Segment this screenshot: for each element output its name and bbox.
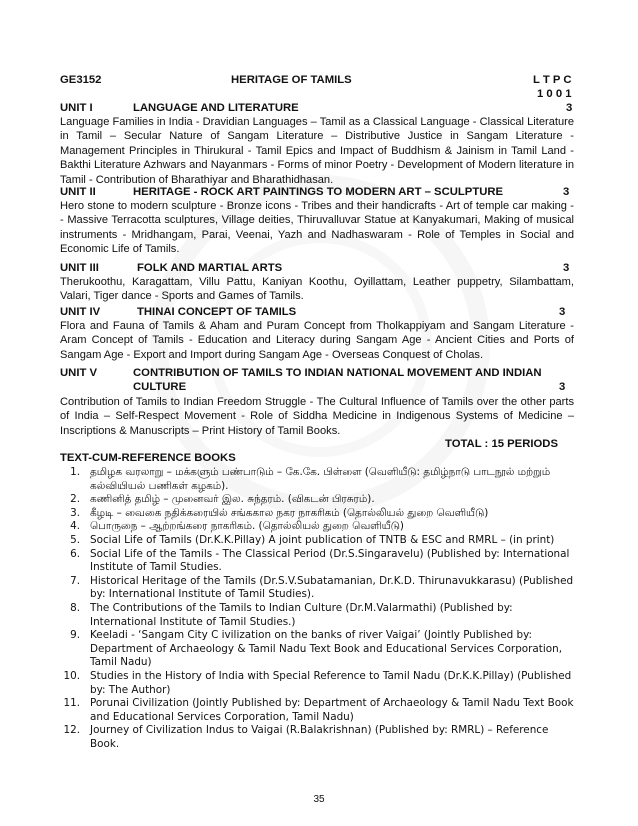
reference-text: கீழடி – வைகை நதிக்கரையில் சங்ககால நகர நாகரிகம் (தொல்லியல் துறை வெளியீடு)	[90, 506, 489, 519]
reference-item	[60, 493, 578, 507]
ltpc-values: 1 0 0 1	[537, 88, 572, 100]
ltpc-label: L T P C	[533, 74, 572, 86]
page-number: 35	[313, 794, 325, 805]
unit-1-title: LANGUAGE AND LITERATURE	[133, 102, 299, 114]
reference-item	[60, 466, 578, 493]
unit-4-title: THINAI CONCEPT OF TAMILS	[137, 306, 297, 318]
reference-text: Keeladi - ‘Sangam City C ivilization on the banks of river Vaigai’ (Jointly Published by: Department of Archaeology & Tamil Nadu Text Book and Educational Services Corporation, Tamil Nadu)	[90, 629, 562, 669]
reference-item	[60, 507, 578, 521]
reference-text: பொருநை – ஆற்றங்கரை நாகரிகம். (தொல்லியல் துறை வெளியீடு)	[90, 520, 404, 533]
reference-text: The Contributions of the Tamils to Indian Culture (Dr.M.Valarmathi) (Published by: International Institute of Tamil Studies.)	[90, 601, 513, 628]
unit-4-body: Flora and Fauna of Tamils & Aham and Puram Concept from Tholkappiyam and Sangam Literature - Aram Concept of Tamils - Education and Literacy during Sangam Age - Ancient Cities and Ports of Sangam Age - Export and Import during Sangam Age - Overseas Conquest of Cholas.	[60, 320, 574, 361]
reference-number: 7.	[70, 574, 80, 587]
reference-number: 8.	[70, 601, 80, 614]
reference-item	[60, 548, 578, 575]
reference-number: 3.	[70, 506, 80, 519]
unit-5-number: UNIT V	[60, 367, 98, 379]
unit-3-periods: 3	[563, 262, 570, 274]
unit-2-title: HERITAGE - ROCK ART PAINTINGS TO MODERN ART – SCULPTURE	[133, 186, 504, 198]
unit-2-periods: 3	[563, 186, 570, 198]
references-list	[60, 466, 578, 751]
reference-number: 11.	[63, 697, 80, 710]
reference-number: 9.	[70, 629, 80, 642]
unit-4-number: UNIT IV	[60, 306, 101, 318]
unit-3-body: Therukoothu, Karagattam, Villu Pattu, Kaniyan Koothu, Oyillattam, Leather puppetry, Silambattam, Valari, Tiger dance - Sports and Games of Tamils.	[60, 276, 574, 303]
unit-5-title-line1: CONTRIBUTION OF TAMILS TO INDIAN NATIONAL MOVEMENT AND INDIAN	[133, 367, 542, 379]
unit-1-number: UNIT I	[60, 102, 93, 114]
reference-text: Social Life of the Tamils - The Classical Period (Dr.S.Singaravelu) (Published by: International Institute of Tamil Studies.	[90, 547, 570, 574]
reference-number: 2.	[70, 493, 80, 506]
reference-item	[60, 602, 578, 629]
total-periods: TOTAL : 15 PERIODS	[445, 438, 558, 450]
reference-item	[60, 670, 578, 697]
unit-3-title: FOLK AND MARTIAL ARTS	[137, 262, 283, 274]
reference-item	[60, 629, 578, 670]
reference-number: 12.	[63, 724, 80, 737]
unit-5-body: Contribution of Tamils to Indian Freedom Struggle - The Cultural Influence of Tamils over the other parts of India – Self-Respect Movement - Role of Siddha Medicine in Indigenous Systems of Medicine – Inscriptions & Manuscripts – Print History of Tamil Books.	[60, 396, 574, 437]
unit-3-number: UNIT III	[60, 262, 99, 274]
reference-text: Historical Heritage of the Tamils (Dr.S.V.Subatamanian, Dr.K.D. Thirunavukkarasu) (Published by: International Institute of Tamil Studies).	[90, 574, 574, 601]
unit-5-periods: 3	[559, 381, 566, 393]
reference-item	[60, 724, 578, 751]
references-heading: TEXT-CUM-REFERENCE BOOKS	[60, 452, 236, 464]
reference-text: Journey of Civilization Indus to Vaigai (R.Balakrishnan) (Published by: RMRL) – Reference Book.	[90, 724, 549, 750]
reference-item	[60, 520, 578, 534]
unit-1-periods: 3	[566, 102, 573, 114]
course-title: HERITAGE OF TAMILS	[231, 74, 352, 86]
unit-2-body: Hero stone to modern sculpture - Bronze icons - Tribes and their handicrafts - Art of temple car making - - Massive Terracotta sculptures, Village deities, Thiruvalluvar Statue at Kanyakumari, Making of musical instruments - Mridhangam, Parai, Veenai, Yazh and Nadhaswaram - Role of Temples in Social and Economic Life of Tamils.	[60, 200, 574, 256]
unit-1-body: Language Families in India - Dravidian Languages – Tamil as a Classical Language - Classical Literature in Tamil – Secular Nature of Sangam Literature – Distributive Justice in Sangam Literature - Management Principles in Thirukural - Tamil Epics and Impact of Buddhism & Jainism in Tamil Land - Bakthi Literature Azhwars and Nayanmars - Forms of minor Poetry - Development of Modern literature in Tamil - Contribution of Bharathiyar and Bharathidhasan.	[60, 116, 574, 186]
unit-4-periods: 3	[559, 306, 566, 318]
reference-number: 1.	[70, 466, 80, 478]
reference-number: 5.	[70, 533, 80, 546]
course-code: GE3152	[60, 74, 102, 86]
reference-text: Social Life of Tamils (Dr.K.K.Pillay) A joint publication of TNTB & ESC and RMRL – (in print)	[90, 533, 555, 546]
unit-2-number: UNIT II	[60, 186, 96, 198]
reference-text: Porunai Civilization (Jointly Published by: Department of Archaeology & Tamil Nadu Text Book and Educational Services Corporation, Tamil Nadu)	[90, 697, 574, 723]
reference-item	[60, 697, 578, 724]
unit-5-title-line2: CULTURE	[133, 381, 187, 393]
reference-number: 10.	[63, 669, 80, 682]
reference-text: Studies in the History of India with Special Reference to Tamil Nadu (Dr.K.K.Pillay) (Published by: The Author)	[90, 669, 572, 696]
reference-number: 4.	[70, 520, 80, 533]
reference-item	[60, 534, 578, 548]
reference-text: கணினித் தமிழ் – முனைவர் இல. சுந்தரம். (விகடன் பிரசுரம்).	[90, 493, 375, 506]
reference-item	[60, 575, 578, 602]
reference-text: தமிழக வரலாறு – மக்களும் பண்பாடும் – கே.கே. பிள்ளை (வெளியீடு: தமிழ்நாடு பாடநூல் மற்றும் கல்வியியல் பணிகள் கழகம்).	[90, 466, 551, 492]
reference-number: 6.	[70, 547, 80, 560]
